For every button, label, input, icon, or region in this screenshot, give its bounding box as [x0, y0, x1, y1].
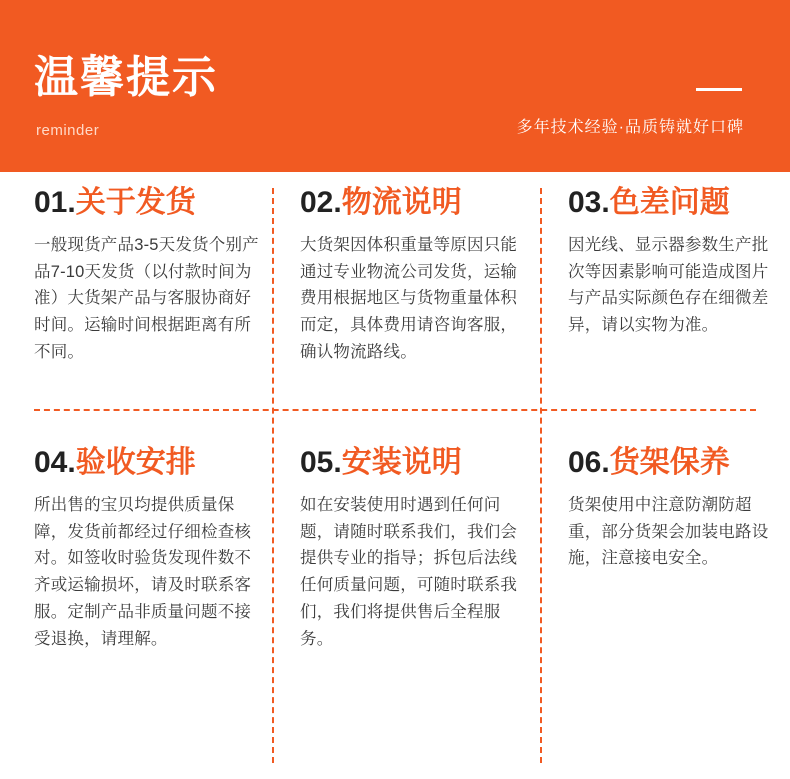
- tips-grid: [0, 172, 790, 779]
- tip-number-02: 02.: [300, 186, 342, 219]
- tip-number-06: 06.: [568, 446, 610, 479]
- tip-body-02: 大货架因体积重量等原因只能通过专业物流公司发货，运输费用根据地区与货物重量体积而定，具体费用请咨询客服，确认物流路线。: [300, 236, 518, 361]
- tip-heading-06: [568, 448, 773, 478]
- tip-card-06: [568, 448, 773, 572]
- grid-divider-vertical-1: [272, 188, 274, 763]
- tip-title-02: 物流说明: [341, 186, 462, 219]
- page-subtitle: reminder: [36, 122, 100, 139]
- tip-number-01: 01.: [34, 186, 76, 219]
- tip-body-04: 所出售的宝贝均提供质量保障，发货前都经过仔细检查核对。如签收时验货发现件数不齐或运输损坏，请及时联系客服。定制产品非质量问题不接受退换，请理解。: [34, 496, 252, 648]
- tip-body-06: 货架使用中注意防潮防超重，部分货架会加装电路设施，注意接电安全。: [568, 496, 769, 568]
- tip-card-05: [300, 448, 525, 652]
- grid-divider-horizontal: [34, 409, 756, 411]
- tip-heading-03: [568, 188, 773, 218]
- banner-slogan: 多年技术经验·品质铸就好口碑: [516, 119, 744, 136]
- header-banner: [0, 0, 790, 172]
- tip-number-03: 03.: [568, 186, 610, 219]
- tip-card-04: [34, 448, 259, 652]
- tip-body-01: 一般现货产品3-5天发货个别产品7-10天发货（以付款时间为准）大货架产品与客服协商好时间。运输时间根据距离有所不同。: [34, 236, 259, 361]
- page-title: 温馨提示: [34, 53, 218, 102]
- tip-card-01: [34, 188, 259, 366]
- tip-title-06: 货架保养: [609, 446, 730, 479]
- grid-divider-vertical-2: [540, 188, 542, 763]
- tip-card-02: [300, 188, 525, 366]
- tip-title-03: 色差问题: [609, 186, 730, 219]
- tip-heading-04: [34, 448, 259, 478]
- tip-card-03: [568, 188, 773, 339]
- tip-heading-02: [300, 188, 525, 218]
- tip-number-04: 04.: [34, 446, 76, 479]
- tip-body-05: 如在安装使用时遇到任何问题，请随时联系我们，我们会提供专业的指导；拆包后法线任何质量问题，可随时联系我们，我们将提供售后全程服务。: [300, 496, 518, 648]
- tip-title-04: 验收安排: [75, 446, 196, 479]
- tip-body-03: 因光线、显示器参数生产批次等因素影响可能造成图片与产品实际颜色存在细微差异，请以实物为准。: [568, 236, 769, 335]
- tip-title-05: 安装说明: [341, 446, 462, 479]
- tip-heading-01: [34, 188, 259, 218]
- divider-dash: [696, 88, 742, 91]
- tip-heading-05: [300, 448, 525, 478]
- tip-title-01: 关于发货: [75, 186, 196, 219]
- tip-number-05: 05.: [300, 446, 342, 479]
